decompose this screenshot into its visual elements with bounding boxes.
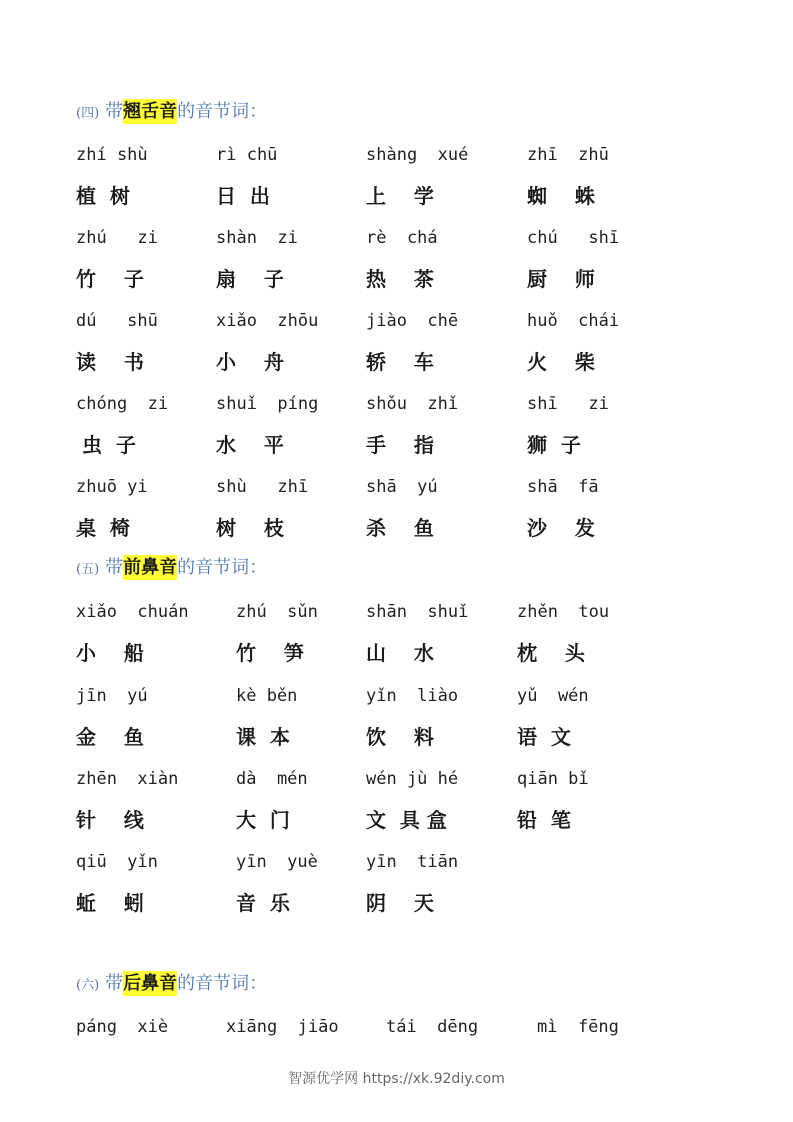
hanzi-word: 蚯 蚓: [76, 891, 144, 915]
pinyin-word: páng xiè: [76, 1017, 169, 1037]
hanzi-word: 针 线: [76, 808, 144, 832]
pinyin-word: jīn yú: [76, 686, 148, 706]
pinyin-word: tái dēng: [386, 1017, 479, 1037]
pinyin-word: yǔ wén: [517, 686, 589, 706]
hanzi-word: 水 平: [216, 433, 284, 457]
pinyin-word: zhí shù: [76, 145, 148, 165]
section-prefix: 带: [105, 557, 124, 578]
hanzi-word: 课 本: [236, 725, 290, 749]
pinyin-word: shàn zi: [216, 228, 298, 248]
hanzi-row: [0, 513, 793, 543]
hanzi-row: [0, 181, 793, 211]
pinyin-word: dú shū: [76, 311, 158, 331]
pinyin-word: chóng zi: [76, 394, 169, 414]
pinyin-row: [0, 847, 793, 877]
section-title: [76, 98, 267, 128]
pinyin-row: [0, 597, 793, 627]
hanzi-word: 阴 天: [366, 891, 434, 915]
pinyin-word: yǐn liào: [366, 686, 459, 706]
pinyin-word: shā fā: [527, 477, 599, 497]
pinyin-word: dà mén: [236, 769, 308, 789]
pinyin-word: shān shuǐ: [366, 602, 469, 622]
hanzi-row: [0, 430, 793, 460]
pinyin-row: [0, 681, 793, 711]
pinyin-word: qiān bǐ: [517, 769, 589, 789]
hanzi-row: [0, 264, 793, 294]
hanzi-word: 狮 子: [527, 433, 581, 457]
hanzi-word: 桌 椅: [76, 516, 130, 540]
hanzi-word: 沙 发: [527, 516, 595, 540]
pinyin-word: zhěn tou: [517, 602, 610, 622]
hanzi-word: 音 乐: [236, 891, 290, 915]
section-title: [76, 554, 267, 584]
pinyin-word: rè chá: [366, 228, 438, 248]
hanzi-word: 小 舟: [216, 350, 284, 374]
hanzi-word: 枕 头: [517, 641, 585, 665]
section-prefix: 带: [105, 973, 124, 994]
hanzi-word: 铅 笔: [517, 808, 571, 832]
section-number: (六): [76, 978, 100, 993]
hanzi-word: 虫 子: [82, 433, 136, 457]
hanzi-word: 金 鱼: [76, 725, 144, 749]
section-number: (五): [76, 562, 100, 577]
pinyin-row: [0, 389, 793, 419]
hanzi-word: 小 船: [76, 641, 144, 665]
pinyin-row: [0, 764, 793, 794]
pinyin-word: kè běn: [236, 686, 298, 706]
section-highlight: 后鼻音: [123, 973, 178, 994]
hanzi-word: 竹 笋: [236, 641, 304, 665]
pinyin-word: chú shī: [527, 228, 620, 248]
pinyin-word: shuǐ píng: [216, 394, 319, 414]
pinyin-word: qiū yǐn: [76, 852, 158, 872]
pinyin-row: [0, 140, 793, 170]
hanzi-word: 杀 鱼: [366, 516, 434, 540]
section-highlight: 前鼻音: [123, 557, 178, 578]
pinyin-word: shī zi: [527, 394, 609, 414]
hanzi-row: [0, 638, 793, 668]
hanzi-word: 植 树: [76, 184, 130, 208]
hanzi-word: 上 学: [366, 184, 434, 208]
section-prefix: 带: [105, 101, 124, 122]
hanzi-word: 山 水: [366, 641, 434, 665]
hanzi-word: 热 茶: [366, 267, 434, 291]
section-highlight: 翘舌音: [123, 101, 178, 122]
hanzi-word: 文 具 盒: [366, 808, 447, 832]
hanzi-word: 手 指: [366, 433, 434, 457]
pinyin-row: [0, 306, 793, 336]
pinyin-word: zhī zhū: [527, 145, 609, 165]
footer-watermark: 智源优学网 https://xk.92diy.com: [288, 1071, 505, 1087]
pinyin-word: wén jù hé: [366, 769, 459, 789]
hanzi-word: 扇 子: [216, 267, 284, 291]
pinyin-word: xiǎo chuán: [76, 602, 189, 622]
pinyin-word: mì fēng: [537, 1017, 619, 1037]
hanzi-word: 蜘 蛛: [527, 184, 595, 208]
hanzi-row: [0, 888, 793, 918]
pinyin-word: zhú zi: [76, 228, 158, 248]
pinyin-word: xiǎo zhōu: [216, 311, 319, 331]
hanzi-word: 大 门: [236, 808, 290, 832]
section-number: (四): [76, 106, 100, 121]
pinyin-word: shǒu zhǐ: [366, 394, 459, 414]
hanzi-word: 语 文: [517, 725, 571, 749]
hanzi-row: [0, 347, 793, 377]
pinyin-row: [0, 223, 793, 253]
section-title: [76, 970, 267, 1000]
pinyin-word: yīn tiān: [366, 852, 459, 872]
hanzi-word: 竹 子: [76, 267, 144, 291]
hanzi-word: 饮 料: [366, 725, 434, 749]
section-suffix: 的音节词：: [177, 557, 268, 578]
hanzi-row: [0, 805, 793, 835]
pinyin-word: zhú sǔn: [236, 602, 318, 622]
section-suffix: 的音节词：: [177, 973, 268, 994]
pinyin-word: shù zhī: [216, 477, 309, 497]
pinyin-word: xiāng jiāo: [226, 1017, 339, 1037]
pinyin-word: yīn yuè: [236, 852, 318, 872]
hanzi-word: 树 枝: [216, 516, 284, 540]
pinyin-word: zhēn xiàn: [76, 769, 179, 789]
hanzi-word: 读 书: [76, 350, 144, 374]
pinyin-row: [0, 1012, 793, 1042]
hanzi-row: [0, 722, 793, 752]
pinyin-word: shàng xué: [366, 145, 469, 165]
pinyin-word: zhuō yi: [76, 477, 148, 497]
pinyin-word: huǒ chái: [527, 311, 620, 331]
hanzi-word: 日 出: [216, 184, 270, 208]
section-suffix: 的音节词：: [177, 101, 268, 122]
pinyin-word: shā yú: [366, 477, 438, 497]
hanzi-word: 厨 师: [527, 267, 595, 291]
pinyin-word: rì chū: [216, 145, 278, 165]
pinyin-row: [0, 472, 793, 502]
pinyin-word: jiào chē: [366, 311, 459, 331]
hanzi-word: 火 柴: [527, 350, 595, 374]
hanzi-word: 轿 车: [366, 350, 434, 374]
